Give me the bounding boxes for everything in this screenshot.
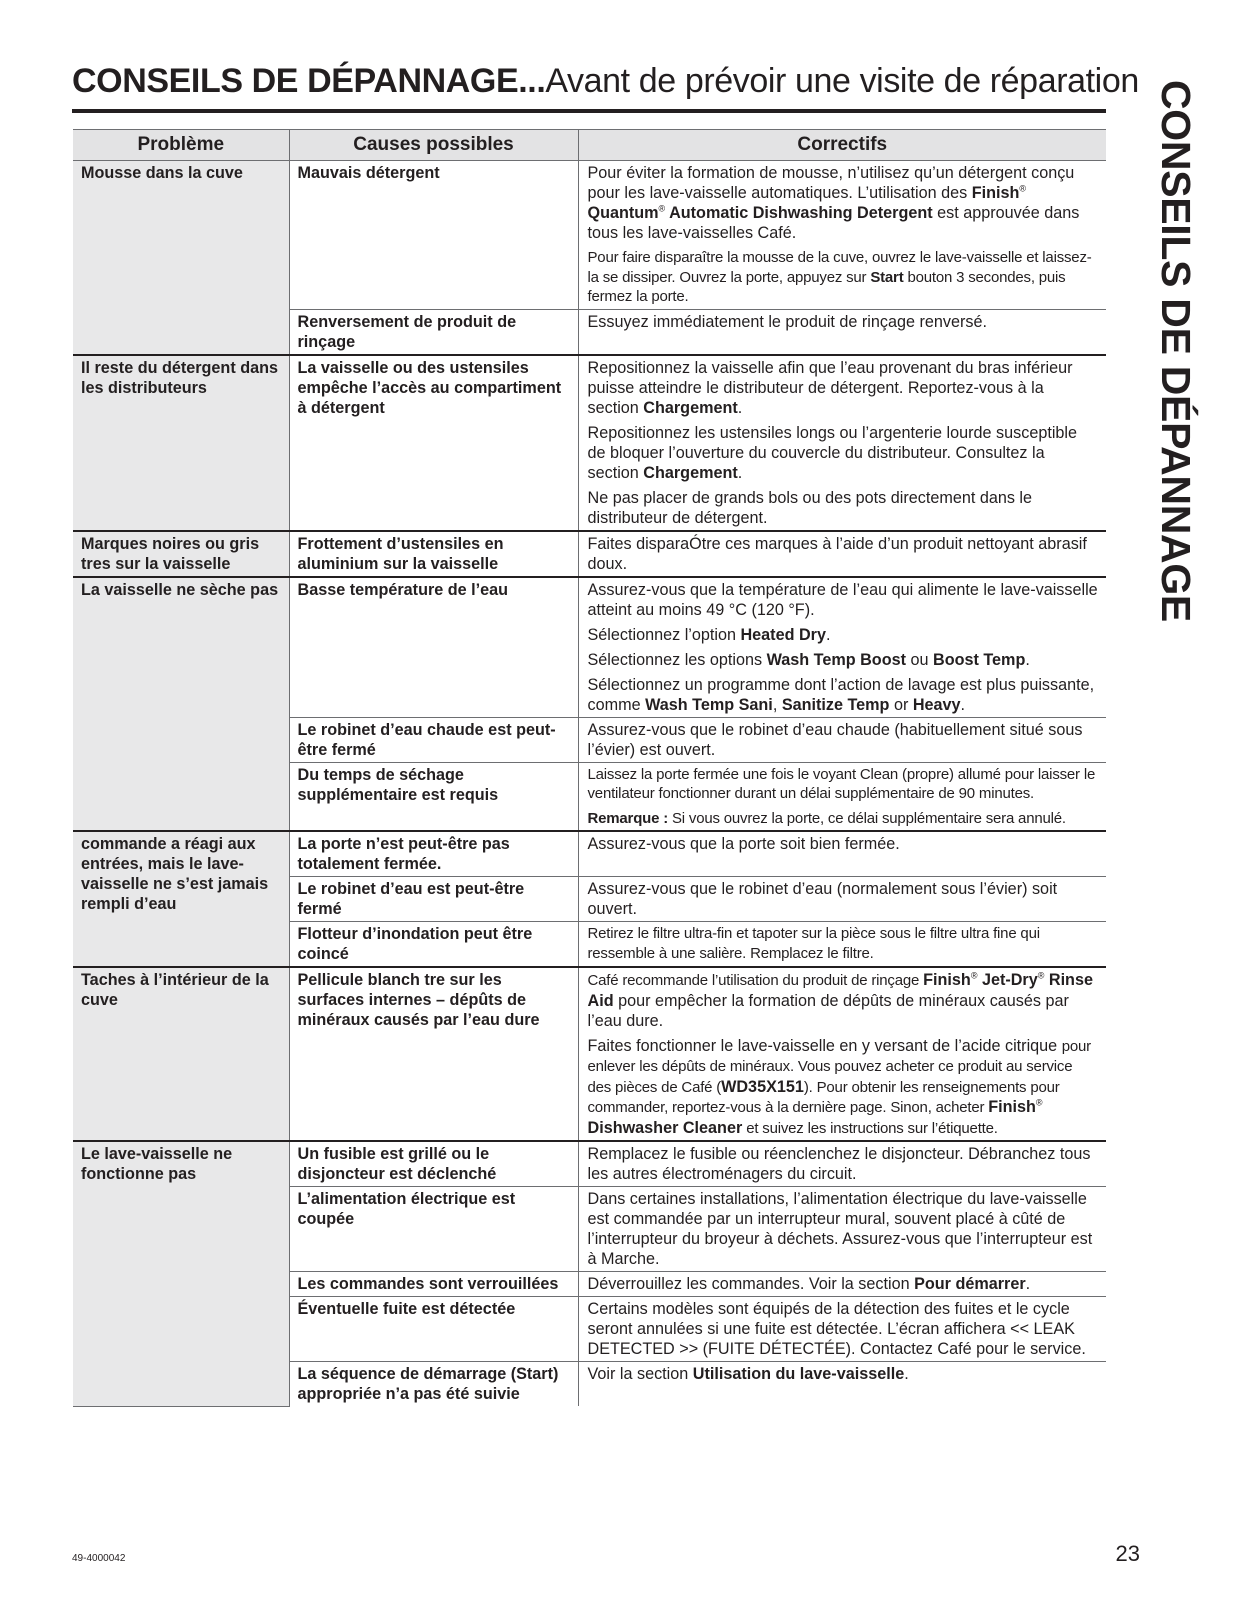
fix-cell: Déverrouillez les commandes. Voir la section Pour démarrer. <box>578 1272 1106 1297</box>
table-row <box>73 967 1106 1141</box>
cause-cell: Renversement de produit de rinçage <box>289 309 578 355</box>
problem-cell: Taches à l’intérieur de la cuve <box>73 967 289 1141</box>
fix-cell <box>578 762 1106 831</box>
problem-cell: Il reste du détergent dans les distributeurs <box>73 355 289 531</box>
cause-cell: Le robinet d’eau chaude est peut-être fermé <box>289 717 578 762</box>
fix-cell: Faites disparaÓtre ces marques à l’aide d’un produit nettoyant abrasif doux. <box>578 531 1106 577</box>
fix-paragraph: Sélectionnez un programme dont l’action de lavage est plus puissante, comme Wash Temp Sani, Sanitize Temp or Heavy. <box>587 675 1095 714</box>
cause-cell: Frottement d’ustensiles en aluminium sur la vaisselle <box>289 531 578 577</box>
header-causes: Causes possibles <box>289 130 578 161</box>
fix-cell: Certains modèles sont équipés de la détection des fuites et le cycle seront annulées si une fuite est détectée. L’écran affichera << LEAK DETECTED >> (FUITE DÉTECTÉE). Contactez Café pour le service. <box>578 1297 1106 1362</box>
troubleshooting-table <box>73 129 1106 1407</box>
fix-paragraph: Café recommande l’utilisation du produit de rinçage Finish® Jet-Dry® Rinse Aid pour empêcher la formation de dépûts de minéraux causés par l’eau dure. <box>587 970 1093 1030</box>
page-title <box>72 62 1139 101</box>
fix-paragraph: Retirez le filtre ultra-fin et tapoter sur la pièce sous le filtre ultra fine qui ressemble à une salière. Remplacez le filtre. <box>587 925 1040 962</box>
table-row <box>73 577 1106 718</box>
fix-cell: Assurez-vous que le robinet d’eau (normalement sous l’évier) soit ouvert. <box>578 877 1106 922</box>
header-fixes: Correctifs <box>578 130 1106 161</box>
fix-paragraph: Remarque : Si vous ouvrez la porte, ce délai supplémentaire sera annulé. <box>587 809 1066 827</box>
cause-cell: Flotteur d’inondation peut être coincé <box>289 922 578 968</box>
cause-cell: Basse température de l’eau <box>289 577 578 718</box>
cause-cell: La porte n’est peut-être pas totalement fermée. <box>289 831 578 877</box>
cause-cell: Pellicule blanch tre sur les surfaces internes – dépûts de minéraux causés par l’eau dure <box>289 967 578 1141</box>
fix-cell: Dans certaines installations, l’alimentation électrique du lave-vaisselle est commandée par un interrupteur mural, souvent placé à cûté de l’interrupteur du broyeur à déchets. Assurez-vous que l’interrupteur est à Marche. <box>578 1187 1106 1272</box>
fix-cell: Assurez-vous que la porte soit bien fermée. <box>578 831 1106 877</box>
cause-cell: Un fusible est grillé ou le disjoncteur est déclenché <box>289 1141 578 1187</box>
fix-paragraph: Laissez la porte fermée une fois le voyant Clean (propre) allumé pour laisser le ventilateur fonctionner durant un délai supplémentaire de 90 minutes. <box>587 765 1096 802</box>
cause-cell: Mauvais détergent <box>289 161 578 310</box>
problem-cell: Marques noires ou gris tres sur la vaisselle <box>73 531 289 577</box>
table-row <box>73 355 1106 531</box>
cause-cell: Du temps de séchage supplémentaire est requis <box>289 762 578 831</box>
fix-paragraph: Faites fonctionner le lave-vaisselle en y versant de l’acide citrique pour enlever les dépûts de minéraux. Vous pouvez acheter ce produit au service des pièces de Café (WD35X151). Pour obtenir les renseignements pour commander, reportez-vous à la dernière page. Sinon, acheter Finish® Dishwasher Cleaner et suivez les instructions sur l’étiquette. <box>587 1036 1091 1137</box>
page-number: 23 <box>1115 1541 1140 1566</box>
fix-paragraph: Pour faire disparaître la mousse de la cuve, ouvrez le lave-vaisselle et laissez-la se dissiper. Ouvrez la porte, appuyez sur Start bouton 3 secondes, puis fermez la porte. <box>587 249 1092 305</box>
fix-cell: Remplacez le fusible ou réenclenchez le disjoncteur. Débranchez tous les autres électroménagers du circuit. <box>578 1141 1106 1187</box>
title-rule <box>72 109 1106 113</box>
fix-paragraph: Repositionnez la vaisselle afin que l’eau provenant du bras inférieur puisse atteindre le distributeur de détergent. Reportez-vous à la section Chargement. <box>587 358 1073 417</box>
table-header-row <box>73 130 1106 161</box>
problem-cell: Mousse dans la cuve <box>73 161 289 355</box>
problem-cell: commande a réagi aux entrées, mais le lave-vaisselle ne s’est jamais rempli d’eau <box>73 831 289 967</box>
document-number: 49-4000042 <box>72 1553 126 1564</box>
table-row <box>73 831 1106 877</box>
cause-cell: L’alimentation électrique est coupée <box>289 1187 578 1272</box>
table-row <box>73 531 1106 577</box>
side-section-title: CONSEILS DE DÉPANNAGE <box>1153 80 1199 622</box>
fix-cell <box>578 967 1106 1141</box>
problem-cell: Le lave-vaisselle ne fonctionne pas <box>73 1141 289 1406</box>
cause-cell: Les commandes sont verrouillées <box>289 1272 578 1297</box>
table-row <box>73 161 1106 310</box>
fix-paragraph: Sélectionnez les options Wash Temp Boost ou Boost Temp. <box>587 650 1030 669</box>
header-problem: Problème <box>73 130 289 161</box>
fix-paragraph: Assurez-vous que la température de l’eau qui alimente le lave-vaisselle atteint au moins 49 °C (120 °F). <box>587 580 1098 619</box>
fix-cell <box>578 355 1106 531</box>
fix-cell: Essuyez immédiatement le produit de rinçage renversé. <box>578 309 1106 355</box>
page-title-regular: Avant de prévoir une visite de réparation <box>545 62 1139 100</box>
fix-cell: Voir la section Utilisation du lave-vaisselle. <box>578 1362 1106 1407</box>
fix-cell <box>578 577 1106 718</box>
cause-cell: Éventuelle fuite est détectée <box>289 1297 578 1362</box>
page-title-bold: CONSEILS DE DÉPANNAGE... <box>72 62 546 100</box>
cause-cell: La vaisselle ou des ustensiles empêche l’accès au compartiment à détergent <box>289 355 578 531</box>
fix-cell <box>578 161 1106 310</box>
problem-cell: La vaisselle ne sèche pas <box>73 577 289 832</box>
fix-paragraph: Ne pas placer de grands bols ou des pots directement dans le distributeur de détergent. <box>587 488 1033 527</box>
table-row <box>73 1141 1106 1187</box>
fix-cell <box>578 922 1106 968</box>
cause-cell: Le robinet d’eau est peut-être fermé <box>289 877 578 922</box>
fix-paragraph: Pour éviter la formation de mousse, n’utilisez qu’un détergent conçu pour les lave-vaisselle automatiques. L’utilisation des Finish® Quantum® Automatic Dishwashing Detergent est approuvée dans tous les lave-vaisselles Café. <box>587 164 1080 242</box>
fix-paragraph: Repositionnez les ustensiles longs ou l’argenterie lourde susceptible de bloquer l’ouverture du couvercle du distributeur. Consultez la section Chargement. <box>587 423 1078 482</box>
fix-paragraph: Sélectionnez l’option Heated Dry. <box>587 625 831 644</box>
fix-cell: Assurez-vous que le robinet d’eau chaude (habituellement situé sous l’évier) est ouvert. <box>578 717 1106 762</box>
cause-cell: La séquence de démarrage (Start) appropriée n’a pas été suivie <box>289 1362 578 1407</box>
